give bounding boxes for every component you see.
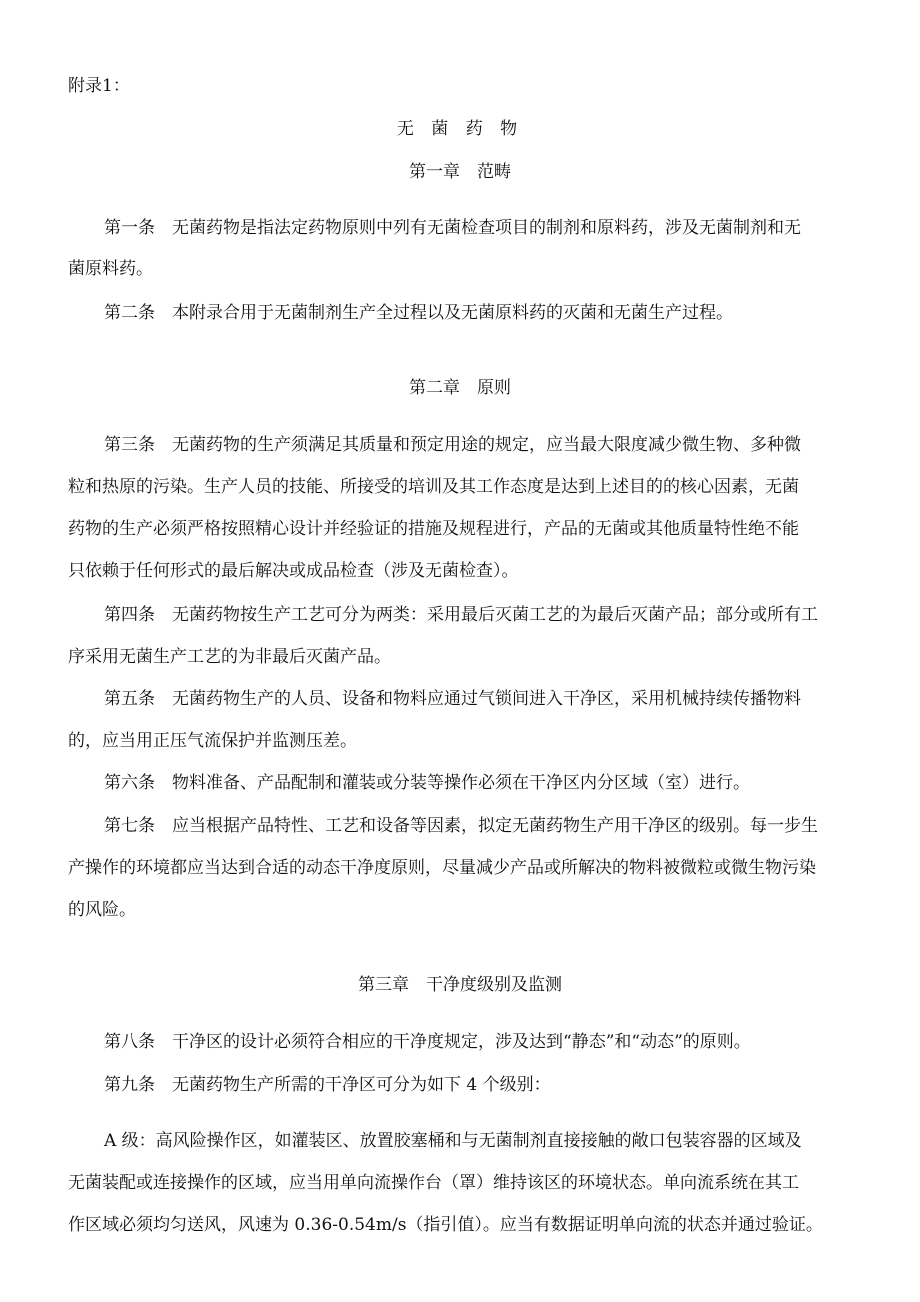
- article-5-line-2: 的，应当用正压气流保护并监测压差。: [68, 731, 357, 751]
- article-8-line-1: 第八条 干净区的设计必须符合相应的干净度规定，涉及达到“静态”和“动态”的原则。: [104, 1032, 751, 1052]
- article-4-line-2: 序采用无菌生产工艺的为非最后灭菌产品。: [68, 647, 391, 667]
- article-7-line-2: 产操作的环境都应当达到合适的动态干净度原则，尽量减少产品或所解决的物料被微粒或微生物污染: [68, 858, 816, 878]
- article-5-line-1: 第五条 无菌药物生产的人员、设备和物料应通过气锁间进入干净区，采用机械持续传播物料: [104, 689, 801, 709]
- chapter-heading-3: 第三章 干净度级别及监测: [358, 975, 562, 995]
- grade-a-line-2: 无菌装配或连接操作的区域，应当用单向流操作台（罩）维持该区的环境状态。单向流系统在其工: [68, 1173, 799, 1193]
- article-9-line-1: 第九条 无菌药物生产所需的干净区可分为如下 4 个级别：: [104, 1075, 551, 1095]
- article-3-line-4: 只依赖于任何形式的最后解决或成品检查（涉及无菌检查）。: [68, 561, 519, 581]
- article-7-line-1: 第七条 应当根据产品特性、工艺和设备等因素，拟定无菌药物生产用干净区的级别。每一步生: [104, 816, 818, 836]
- article-1-line-1: 第一条 无菌药物是指法定药物原则中列有无菌检查项目的制剂和原料药，涉及无菌制剂和无: [104, 218, 801, 238]
- grade-a-line-1: A 级：高风险操作区，如灌装区、放置胶塞桶和与无菌制剂直接接触的敞口包装容器的区域及: [104, 1131, 802, 1151]
- document-title: 无 菌 药 物: [396, 119, 524, 139]
- grade-a-line-3: 作区域必须均匀送风，风速为 0.36-0.54m/s（指引值）。应当有数据证明单向流的状态并通过验证。: [68, 1215, 823, 1235]
- chapter-heading-1: 第一章 范畴: [409, 162, 511, 182]
- article-2-line-1: 第二条 本附录合用于无菌制剂生产全过程以及无菌原料药的灭菌和无菌生产过程。: [104, 303, 733, 323]
- appendix-label: 附录1：: [68, 76, 130, 96]
- chapter-heading-2: 第二章 原则: [409, 378, 511, 398]
- article-6-line-1: 第六条 物料准备、产品配制和灌装或分装等操作必须在干净区内分区域（室）进行。: [104, 773, 750, 793]
- article-3-line-1: 第三条 无菌药物的生产须满足其质量和预定用途的规定，应当最大限度减少微生物、多种微: [104, 435, 801, 455]
- article-1-line-2: 菌原料药。: [68, 259, 153, 279]
- article-3-line-3: 药物的生产必须严格按照精心设计并经验证的措施及规程进行，产品的无菌或其他质量特性绝不能: [68, 519, 799, 539]
- article-7-line-3: 的风险。: [68, 900, 136, 920]
- article-4-line-1: 第四条 无菌药物按生产工艺可分为两类：采用最后灭菌工艺的为最后灭菌产品；部分或所有工: [104, 605, 818, 625]
- article-3-line-2: 粒和热原的污染。生产人员的技能、所接受的培训及其工作态度是达到上述目的的核心因素，无菌: [68, 477, 799, 497]
